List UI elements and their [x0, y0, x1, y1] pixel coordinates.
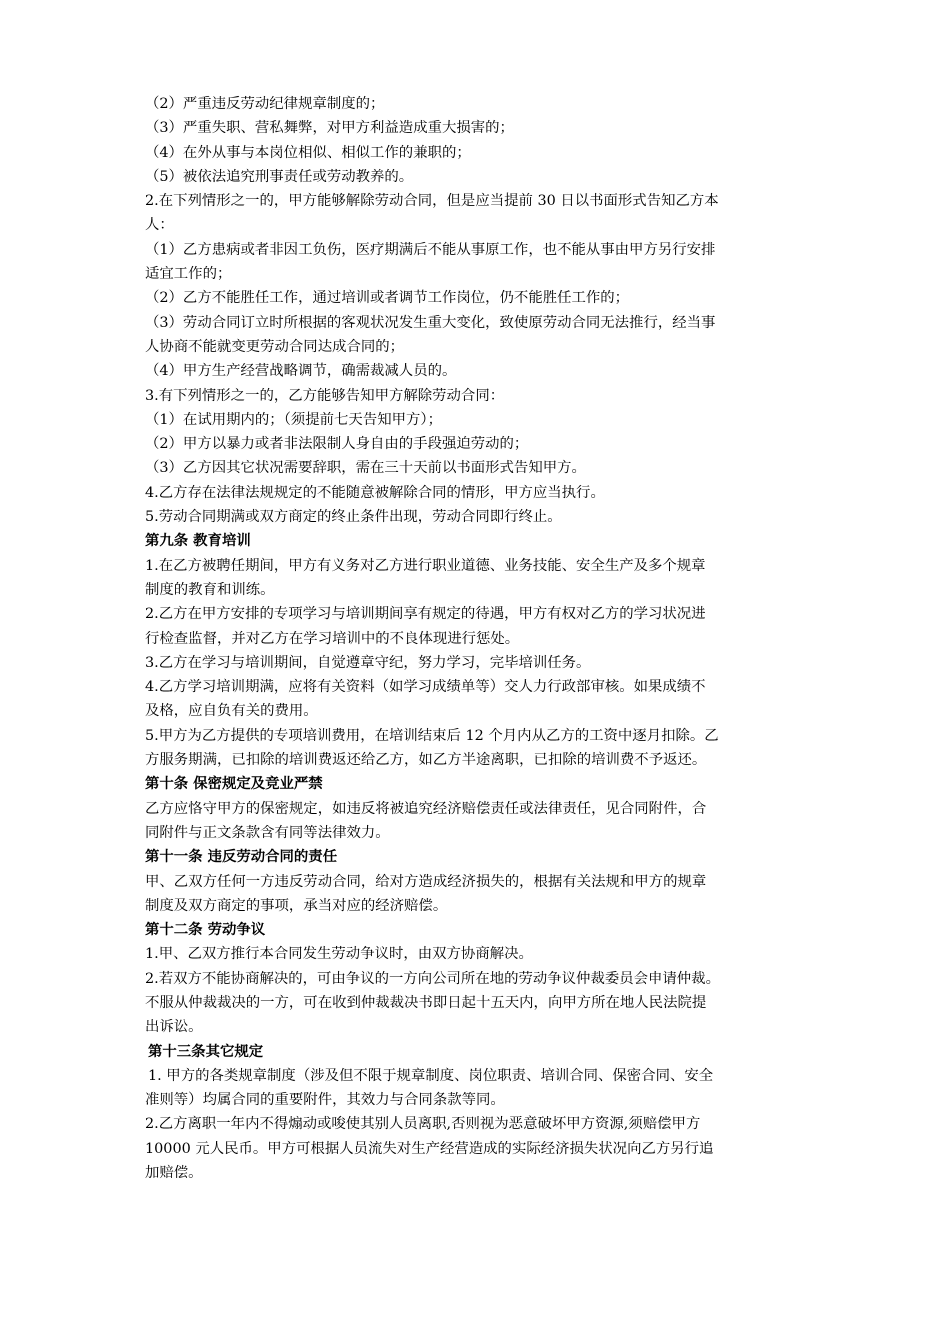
- text-line: 准则等）均属合同的重要附件，其效力与合同条款等同。: [145, 1092, 505, 1109]
- text-line: （4）在外从事与本岗位相似、相似工作的兼职的；: [145, 144, 471, 161]
- text-line: 4.乙方存在法律法规规定的不能随意被解除合同的情形，甲方应当执行。: [145, 484, 605, 501]
- text-line: 行检查监督，并对乙方在学习培训中的不良体现进行惩处。: [145, 630, 520, 647]
- text-line: （3）严重失职、营私舞弊，对甲方利益造成重大损害的；: [145, 120, 514, 137]
- section-heading: 第十三条其它规定: [148, 1042, 264, 1060]
- text-line: 甲、乙双方任何一方违反劳动合同，给对方造成经济损失的，根据有关法规和甲方的规章: [145, 873, 707, 890]
- text-line: 3.乙方在学习与培训期间，自觉遵章守纪，努力学习，完毕培训任务。: [145, 654, 591, 671]
- text-line: 人协商不能就变更劳动合同达成合同的；: [145, 338, 405, 355]
- text-line: 方服务期满，已扣除的培训费返还给乙方，如乙方半途离职，已扣除的培训费不予返还。: [145, 752, 707, 769]
- text-line: 及格，应自负有关的费用。: [145, 703, 318, 720]
- text-line: 不服从仲裁裁决的一方，可在收到仲裁裁决书即日起十五天内，向甲方所在地人民法院提: [145, 994, 707, 1011]
- text-line: （2）甲方以暴力或者非法限制人身自由的手段强迫劳动的；: [145, 436, 529, 453]
- text-line: 5.甲方为乙方提供的专项培训费用，在培训结束后 12 个月内从乙方的工资中逐月扣除。乙: [145, 727, 719, 744]
- text-line: 1.甲、乙双方推行本合同发生劳动争议时，由双方协商解决。: [145, 946, 533, 963]
- text-line: 制度的教育和训练。: [145, 581, 275, 598]
- text-line: 人：: [145, 217, 174, 234]
- text-line: 2.在下列情形之一的，甲方能够解除劳动合同，但是应当提前 30 日以书面形式告知乙方本: [145, 193, 719, 210]
- text-line: 加赔偿。: [145, 1165, 203, 1182]
- text-line: 同附件与正文条款含有同等法律效力。: [145, 824, 390, 841]
- text-line: （4）甲方生产经营战略调节，确需裁减人员的。: [145, 363, 457, 380]
- section-heading: 第十二条 劳动争议: [145, 921, 266, 939]
- text-line: （3）乙方因其它状况需要辞职，需在三十天前以书面形式告知甲方。: [145, 460, 586, 477]
- section-heading: 第十条 保密规定及竞业严禁: [145, 775, 323, 793]
- text-line: （3）劳动合同订立时所根据的客观状况发生重大变化，致使原劳动合同无法推行，经当事: [145, 314, 716, 331]
- text-line: 适宜工作的；: [145, 266, 232, 283]
- text-line: 5.劳动合同期满或双方商定的终止条件出现，劳动合同即行终止。: [145, 509, 562, 526]
- text-line: （2）乙方不能胜任工作，通过培训或者调节工作岗位，仍不能胜任工作的；: [145, 290, 630, 307]
- text-line: 制度及双方商定的事项，承当对应的经济赔偿。: [145, 897, 448, 914]
- text-line: （5）被依法追究刑事责任或劳动教养的。: [145, 168, 414, 185]
- text-line: 10000 元人民币。甲方可根据人员流失对生产经营造成的实际经济损失状况向乙方另行追: [145, 1140, 714, 1157]
- text-line: 2.若双方不能协商解决的，可由争议的一方向公司所在地的劳动争议仲裁委员会申请仲裁。: [145, 970, 720, 987]
- text-line: （1）乙方患病或者非因工负伤，医疗期满后不能从事原工作，也不能从事由甲方另行安排: [145, 241, 716, 258]
- text-line: 出诉讼。: [145, 1019, 203, 1036]
- text-line: 2.乙方离职一年内不得煽动或唆使其别人员离职,否则视为恶意破坏甲方资源,须赔偿甲方: [145, 1116, 701, 1133]
- text-line: 2.乙方在甲方安排的专项学习与培训期间享有规定的待遇，甲方有权对乙方的学习状况进: [145, 606, 706, 623]
- text-line: 4.乙方学习培训期满，应将有关资料（如学习成绩单等）交人力行政部审核。如果成绩不: [145, 679, 706, 696]
- text-line: 乙方应恪守甲方的保密规定，如违反将被追究经济赔偿责任或法律责任，见合同附件，合: [145, 800, 707, 817]
- document-page: [145, 92, 813, 1185]
- text-line: 1.在乙方被聘任期间，甲方有义务对乙方进行职业道德、业务技能、安全生产及多个规章: [145, 557, 706, 574]
- text-line: 3.有下列情形之一的，乙方能够告知甲方解除劳动合同：: [145, 387, 505, 404]
- text-line: 1. 甲方的各类规章制度（涉及但不限于规章制度、岗位职责、培训合同、保密合同、安全: [148, 1067, 714, 1084]
- text-line: （1）在试用期内的；（须提前七天告知甲方）；: [145, 411, 442, 428]
- section-heading: 第十一条 违反劳动合同的责任: [145, 848, 338, 866]
- section-heading: 第九条 教育培训: [145, 532, 251, 550]
- text-line: （2）严重违反劳动纪律规章制度的；: [145, 96, 385, 112]
